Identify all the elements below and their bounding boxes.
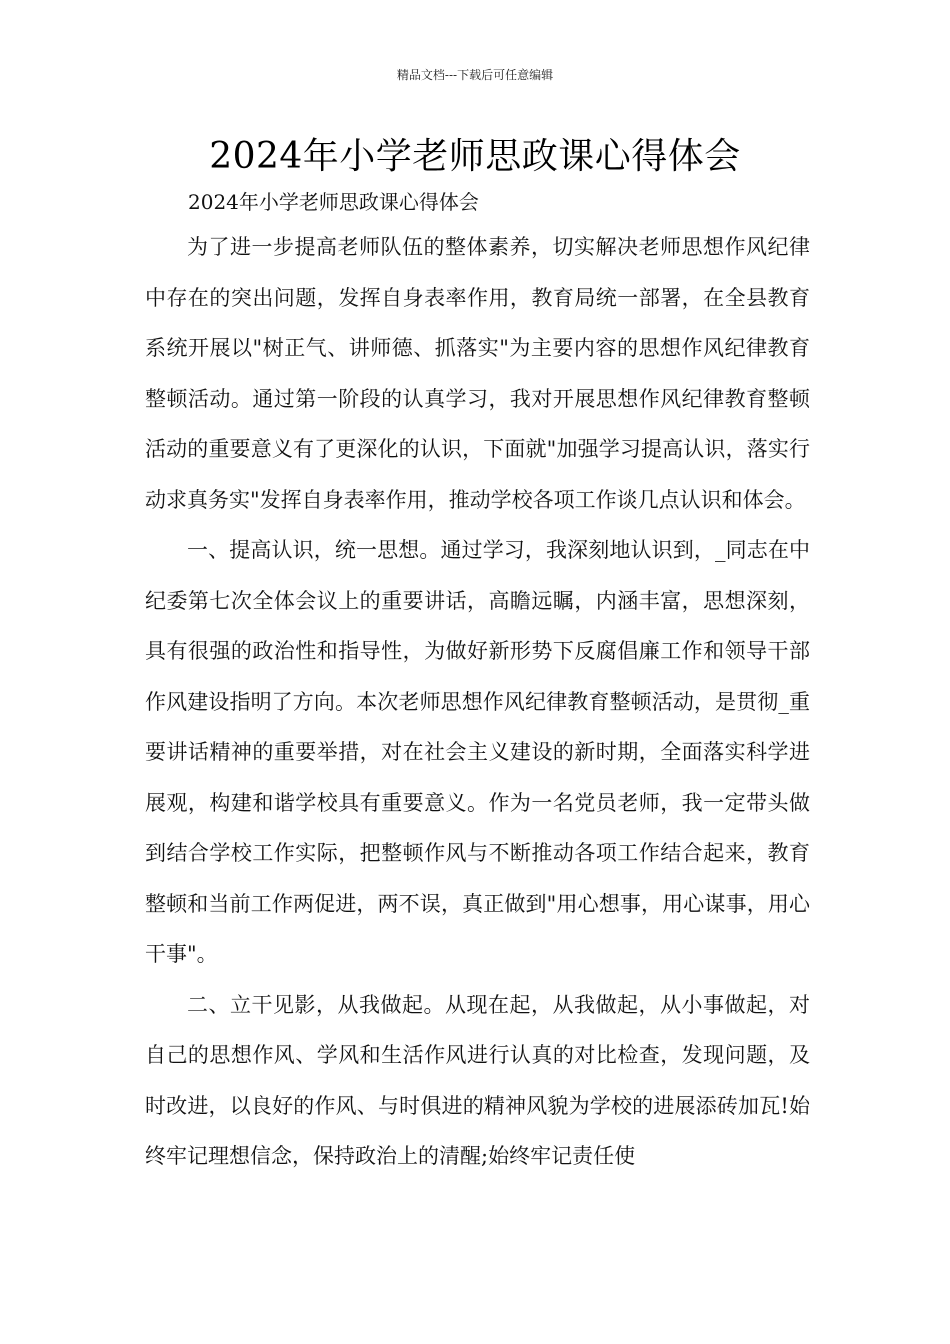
document-title: 2024年小学老师思政课心得体会 <box>209 136 741 177</box>
paragraph-intro: 为了进一步提高老师队伍的整体素养，切实解决老师思想作风纪律中存在的突出问题，发挥自身表率作用，教育局统一部署，在全县教育系统开展以"树正气、讲师德、抓落实"为主要内容的思想作风纪律教育整顿活动。通过第一阶段的认真学习，我对开展思想作风纪律教育整顿活动的重要意义有了更深化的认识，下面就"加强学习提高认识，落实行动求真务实"发挥自身表率作用，推动学校各项工作谈几点认识和体会。 <box>145 235 810 512</box>
paragraph-section-2: 二、立干见影，从我做起。从现在起，从我做起，从小事做起，对自己的思想作风、学风和生活作风进行认真的对比检查，发现问题，及时改进，以良好的作风、与时俱进的精神风貌为学校的进展添砖加瓦!始终牢记理想信念，保持政治上的清醒;始终牢记责任使 <box>145 992 810 1168</box>
paragraph-section-1: 一、提高认识，统一思想。通过学习，我深刻地认识到，_同志在中纪委第七次全体会议上的重要讲话，高瞻远瞩，内涵丰富，思想深刻，具有很强的政治性和指导性，为做好新形势下反腐倡廉工作和领导干部作风建设指明了方向。本次老师思想作风纪律教育整顿活动，是贯彻_重要讲话精神的重要举措，对在社会主义建设的新时期，全面落实科学进展观，构建和谐学校具有重要意义。作为一名党员老师，我一定带头做到结合学校工作实际，把整顿作风与不断推动各项工作结合起来，教育整顿和当前工作两促进，两不误，真正做到"用心想事，用心谋事，用心干事"。 <box>145 538 810 966</box>
document-subtitle: 2024年小学老师思政课心得体会 <box>188 190 479 214</box>
document-body <box>145 222 810 1182</box>
page-header: 精品文档---下载后可任意编辑 <box>396 68 554 82</box>
